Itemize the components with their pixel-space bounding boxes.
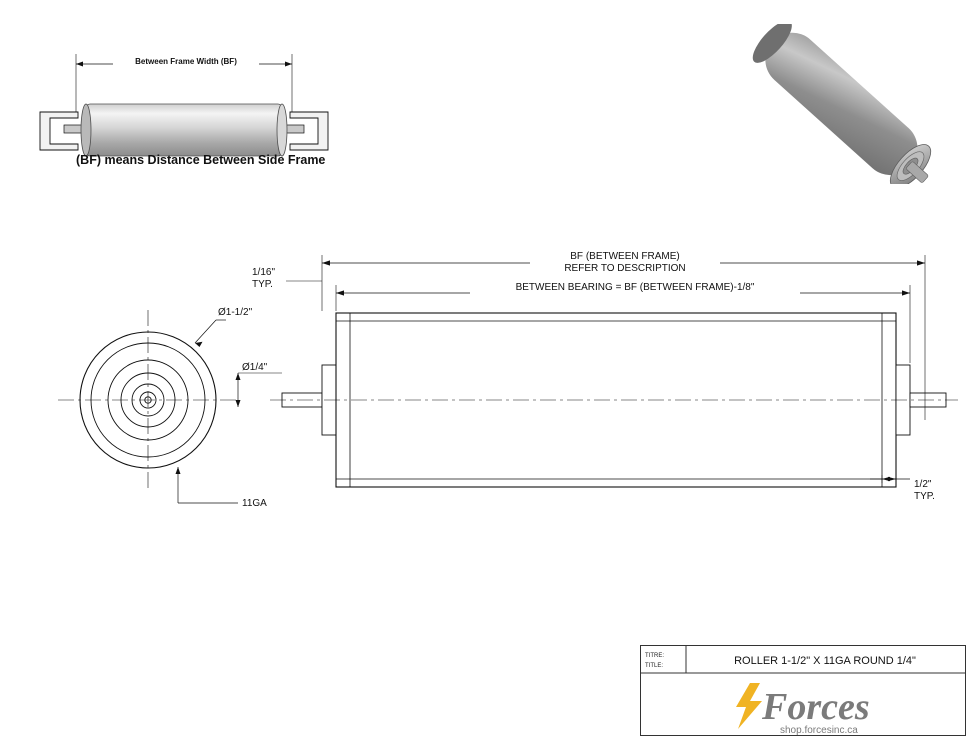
- title-label-en: TITLE:: [645, 663, 664, 669]
- title-label-fr: TITRE:: [645, 653, 664, 659]
- brand-name: Forces: [762, 686, 870, 728]
- drawing-title: ROLLER 1-1/2" X 11GA ROUND 1/4": [734, 655, 916, 667]
- bf-caption: (BF) means Distance Between Side Frame: [76, 153, 326, 167]
- roller-3d-render: [720, 24, 960, 184]
- left-typ-label-line1: 1/16": [252, 267, 276, 278]
- main-roller-drawing: [30, 225, 960, 555]
- title-block: [640, 645, 970, 740]
- brand-url: shop.forcesinc.ca: [780, 725, 858, 736]
- bf-dimension-line-2: REFER TO DESCRIPTION: [564, 263, 686, 274]
- right-typ-label-line1: 1/2": [914, 479, 932, 490]
- shaft-diameter-label: Ø1/4": [242, 362, 268, 373]
- left-typ-label-line2: TYP.: [252, 279, 273, 290]
- between-bearing-dimension: BETWEEN BEARING = BF (BETWEEN FRAME)-1/8": [515, 282, 755, 293]
- right-typ-label-line2: TYP.: [914, 491, 935, 502]
- between-frame-width-illustration: [20, 22, 380, 172]
- bf-dimension-line-1: BF (BETWEEN FRAME): [570, 251, 680, 262]
- bf-width-dimension-label: Between Frame Width (BF): [135, 57, 237, 66]
- tube-diameter-label: Ø1-1/2": [218, 307, 253, 318]
- wall-gauge-label: 11GA: [242, 498, 267, 509]
